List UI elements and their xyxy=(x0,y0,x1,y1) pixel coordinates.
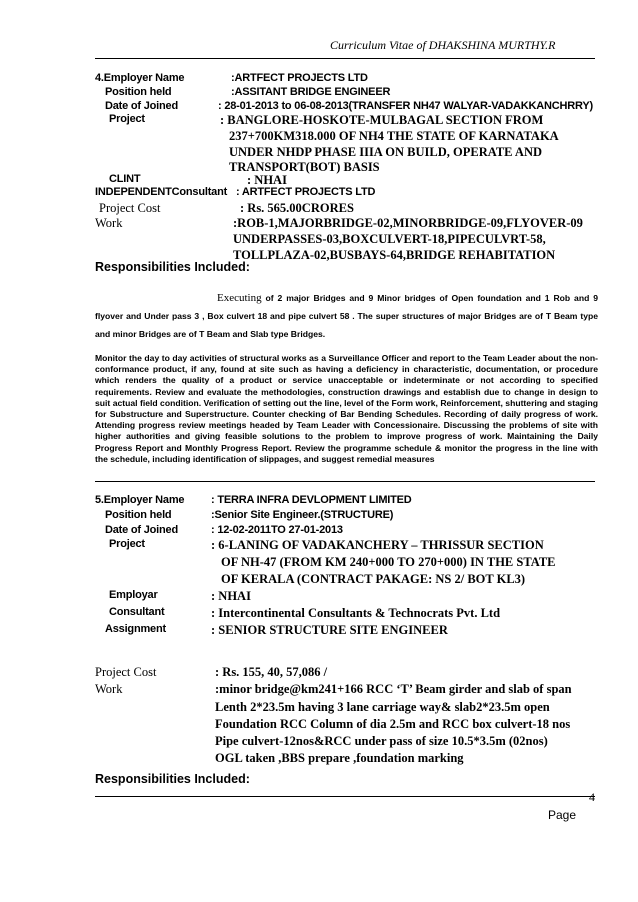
field-label: Project Cost xyxy=(99,201,161,215)
field-label: Position held xyxy=(105,86,172,98)
work-line-text: UNDERPASSES-03,BOXCULVERT-18,PIPECULVRT-58, xyxy=(233,232,546,246)
footer-rule xyxy=(95,796,595,797)
field-value: : 28-01-2013 to 06-08-2013(TRANSFER NH47 WALYAR-VADAKKANCHRRY) xyxy=(218,100,593,112)
field-label: 5.Employer Name xyxy=(95,494,185,506)
field-label: CLINT xyxy=(109,173,141,185)
page-label: Page xyxy=(548,808,577,822)
field-value: : TERRA INFRA DEVLOPMENT LIMITED xyxy=(211,494,412,506)
field-label: 4.Employer Name xyxy=(95,72,185,84)
field-label: Project xyxy=(109,113,145,125)
field-label: Work xyxy=(95,216,123,230)
work-line-text: TOLLPLAZA-02,BUSBAYS-64,BRIDGE REHABITATION xyxy=(233,248,556,262)
field-value: : Intercontinental Consultants & Technocrats Pvt. Ltd xyxy=(211,606,501,620)
field-label: Project Cost xyxy=(95,665,157,679)
project-line-text: UNDER NHDP PHASE IIIA ON BUILD, OPERATE AND xyxy=(229,145,543,159)
project-line-text: OF NH-47 (FROM KM 240+000 TO 270+000) IN THE STATE xyxy=(221,555,556,569)
field-label: Date of Joined xyxy=(105,100,178,112)
work-line-text: Foundation RCC Column of dia 2.5m and RCC box culvert-18 nos xyxy=(215,717,571,731)
project-line-text: TRANSPORT(BOT) BASIS xyxy=(229,160,380,174)
project-line-text: OF KERALA (CONTRACT PAKAGE: NS 2/ BOT KL3) xyxy=(221,572,526,586)
field-value: : NHAI xyxy=(211,589,251,603)
responsibilities-heading: Responsibilities Included: xyxy=(95,260,250,274)
duties-paragraph: Monitor the day to day activities of structural works as a Surveillance Officer and report to the Team Leader about the non-conformance product, if any, found at site such as having a deficiency in characteristic, documentation, or procedure which renders the quality of a product or service unacceptable or indeterminate or not according to specified requirements. Review and evaluate the methodologies, construction drawings and establish due to change in design to suit actual field condition. Verification of setting out the line, level of the Form work, Reinforcement, shuttering and staging for Substructure and Superstructure. Counter checking of Bar Bending Schedules. Recording of daily progress of work. Attending progress review meetings headed by Team Leader with Concessionaire. Discussing the problems of site with higher authorities and giving feasible solutions to the problem to improve progress of work. Maintaining the Daily Progress Report and Monthly Progress Report. Review the programme schedule & monitor the progress in the line with the schedule, including identification of slippages, and suggest remedial measures xyxy=(95,353,598,464)
work-line-text: Pipe culvert-12nos&RCC under pass of size 10.5*3.5m (02nos) xyxy=(215,734,548,748)
responsibilities-heading: Responsibilities Included: xyxy=(95,772,250,786)
work-line-text: Lenth 2*23.5m having 3 lane carriage way& slab2*23.5m open xyxy=(215,700,550,714)
field-value: : Rs. 565.00CRORES xyxy=(240,201,354,215)
field-label: INDEPENDENTConsultant xyxy=(95,186,228,198)
executing-paragraph xyxy=(95,289,598,343)
field-label: Consultant xyxy=(109,606,165,618)
project-line: : 6-LANING OF VADAKANCHERY – THRISSUR SECTION xyxy=(211,538,544,552)
field-value: :ARTFECT PROJECTS LTD xyxy=(231,72,368,84)
section-divider xyxy=(95,481,595,482)
field-value: : SENIOR STRUCTURE SITE ENGINEER xyxy=(211,623,448,637)
field-value: :ASSITANT BRIDGE ENGINEER xyxy=(231,86,391,98)
field-label: Date of Joined xyxy=(105,524,178,536)
field-label: Assignment xyxy=(105,623,166,635)
project-line: : BANGLORE-HOSKOTE-MULBAGAL SECTION FROM xyxy=(220,113,544,127)
executing-word: Executing xyxy=(217,292,262,304)
work-line-text: OGL taken ,BBS prepare ,foundation marking xyxy=(215,751,464,765)
work-line: :ROB-1,MAJORBRIDGE-02,MINORBRIDGE-09,FLYOVER-09 xyxy=(233,216,583,230)
field-label: Employar xyxy=(109,589,158,601)
running-header: Curriculum Vitae of DHAKSHINA MURTHY.R xyxy=(330,38,556,52)
header-rule xyxy=(95,58,595,59)
field-value: :Senior Site Engineer.(STRUCTURE) xyxy=(211,509,394,521)
field-label: Position held xyxy=(105,509,172,521)
field-label: Project xyxy=(109,538,145,550)
field-label: Work xyxy=(95,682,123,696)
work-line: :minor bridge@km241+166 RCC ‘T’ Beam girder and slab of span xyxy=(215,682,572,696)
field-value: : ARTFECT PROJECTS LTD xyxy=(236,186,376,198)
executing-text: of 2 major Bridges and 9 Minor bridges of Open foundation and 1 Rob and 9 flyover and Under pass 3 , Box culvert 18 and pipe culvert 58 . The super structures of major Bridges are of T Beam type and minor Bridges are of T Beam and Slab type Bridges. xyxy=(95,293,599,339)
page-number: 4 xyxy=(589,790,595,804)
project-line-text: 237+700KM318.000 OF NH4 THE STATE OF KARNATAKA xyxy=(229,129,559,143)
field-value: : 12-02-2011TO 27-01-2013 xyxy=(211,524,343,536)
field-value: : Rs. 155, 40, 57,086 / xyxy=(215,665,328,679)
field-value: : NHAI xyxy=(247,173,287,187)
